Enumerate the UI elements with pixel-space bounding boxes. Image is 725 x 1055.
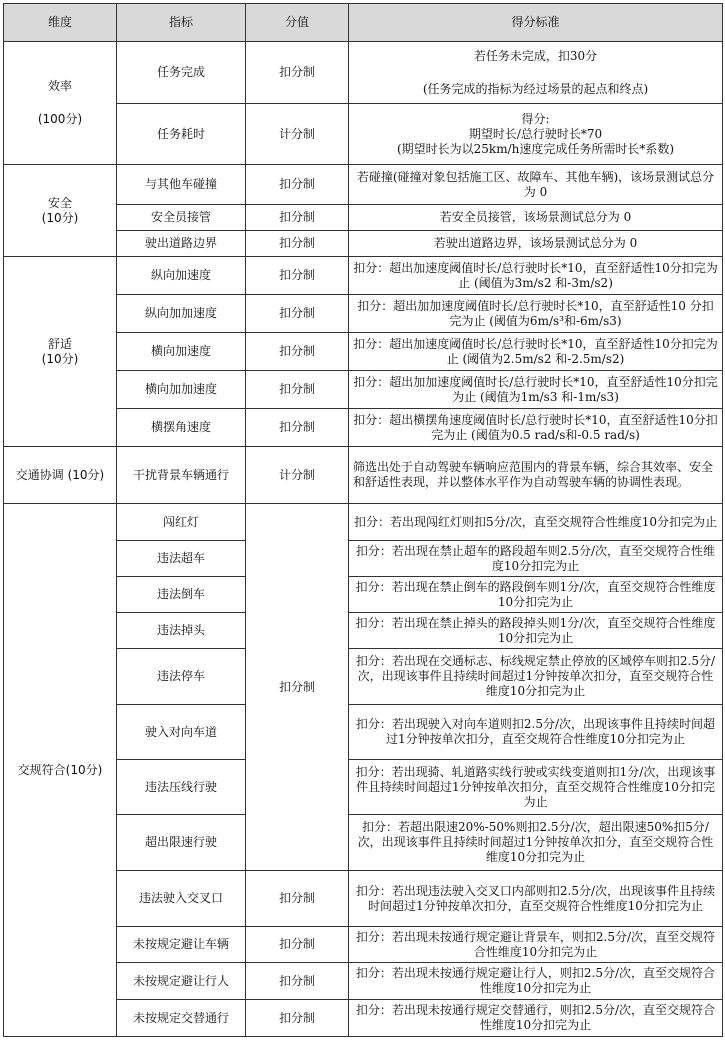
score-type-cell: 扣分制 — [246, 963, 349, 1000]
indicator-cell: 未按规定避让行人 — [117, 963, 246, 1000]
dimension-comfort — [4, 257, 117, 447]
indicator-cell: 与其他车碰撞 — [117, 165, 246, 205]
indicator-cell: 横摆角速度 — [117, 409, 246, 447]
criteria-cell: 扣分：超出加速度阈值时长/总行驶时长*10，直至舒适性10分扣完为止 (阈值为3m/s2 和-3m/s2) — [349, 257, 723, 295]
criteria-cell: 扣分：超出加加速度阈值时长/总行驶时长*10，直至舒适性10 分扣完为止 (阈值为6m/s³和-6m/s3) — [349, 295, 723, 333]
table-row — [4, 42, 723, 104]
criteria-cell: 扣分：若超出限速20%-50%则扣2.5分/次，超出限速50%扣5分/次，出现该事件且持续时间超过1分钟按单次扣分，直至交规符合性维度10分扣完为止 — [349, 815, 723, 871]
dimension-name: 安全 — [47, 195, 72, 210]
score-type-cell: 扣分制 — [246, 1000, 349, 1037]
header-indicator: 指标 — [117, 4, 246, 42]
criteria-cell: 扣分：若出现未按通行规定避让背景车，则扣2.5分/次，直至交规符合性维度10分扣完为止 — [349, 927, 723, 963]
criteria-cell: 筛选出处于自动驾驶车辆响应范围内的背景车辆，综合其效率、安全和舒适性表现，并以整体水平作为自动驾驶车辆的协调性表现。 — [349, 447, 723, 504]
table-row — [4, 504, 723, 541]
indicator-cell: 违法停车 — [117, 649, 246, 705]
indicator-cell: 驶出道路边界 — [117, 231, 246, 257]
criteria-line: 若任务未完成，扣30分 — [473, 48, 598, 63]
indicator-cell: 纵向加加速度 — [117, 295, 246, 333]
criteria-line: (任务完成的指标为经过场景的起点和终点) — [422, 81, 649, 96]
dimension-weight: (100分) — [37, 112, 83, 126]
indicator-cell: 纵向加速度 — [117, 257, 246, 295]
score-type-cell: 扣分制 — [246, 927, 349, 963]
criteria-cell: 扣分：若出现在交通标志、标线规定禁止停放的区域停车则扣2.5分/次，出现该事件且持续时间超过1分钟按单次扣分，直至交规符合性维度10分扣完为止 — [349, 649, 723, 705]
criteria-cell: 扣分：若出现违法驶入交叉口内部则扣2.5分/次，出现该事件且持续时间超过1分钟按单次扣分，直至交规符合性维度10分扣完为止 — [349, 871, 723, 927]
scoring-table-container — [3, 3, 722, 1037]
score-type-cell: 扣分制 — [246, 42, 349, 104]
criteria-cell: 扣分：若出现骑、轧道路实线行驶或实线变道则扣1分/次，出现该事件且持续时间超过1分钟按单次扣分，直至交规符合性维度10分扣完为止 — [349, 760, 723, 815]
criteria-cell — [349, 104, 723, 165]
criteria-cell: 扣分：若出现在禁止倒车的路段倒车则1分/次，直至交规符合性维度10分扣完为止 — [349, 577, 723, 613]
score-type-cell: 扣分制 — [246, 231, 349, 257]
indicator-cell: 闯红灯 — [117, 504, 246, 541]
indicator-cell: 安全员接管 — [117, 205, 246, 231]
criteria-cell: 扣分：若出现闯红灯则扣5分/次，直至交规符合性维度10分扣完为止 — [349, 504, 723, 541]
scoring-table — [3, 3, 723, 1037]
indicator-cell: 违法倒车 — [117, 577, 246, 613]
indicator-cell: 违法掉头 — [117, 613, 246, 649]
score-type-cell: 扣分制 — [246, 205, 349, 231]
score-type-cell: 扣分制 — [246, 165, 349, 205]
dimension-traffic: 交通协调 (10分) — [4, 447, 117, 504]
indicator-cell: 未按规定交替通行 — [117, 1000, 246, 1037]
header-dimension: 维度 — [4, 4, 117, 42]
criteria-cell: 扣分：若出现未按通行规定避让行人，则扣2.5分/次，直至交规符合性维度10分扣完为止 — [349, 963, 723, 1000]
header-row — [4, 4, 723, 42]
indicator-cell: 违法驶入交叉口 — [117, 871, 246, 927]
score-type-cell: 扣分制 — [246, 504, 349, 871]
criteria-cell: 扣分：若出现未按通行规定交替通行，则扣2.5分/次，直至交规符合性维度10分扣完为止 — [349, 1000, 723, 1037]
criteria-cell — [349, 42, 723, 104]
criteria-cell: 扣分：超出加加速度阈值时长/总行驶时长*10，直至舒适性10分扣完为止 (阈值为1m/s3 和-1m/s3) — [349, 371, 723, 409]
score-type-cell: 扣分制 — [246, 333, 349, 371]
indicator-cell: 任务完成 — [117, 42, 246, 104]
dimension-name: 效率 — [47, 79, 72, 93]
indicator-cell: 违法超车 — [117, 541, 246, 577]
criteria-cell: 扣分：若出现在禁止掉头的路段掉头则1分/次，直至交规符合性维度10分扣完为止 — [349, 613, 723, 649]
criteria-line: (期望时长为以25km/h速度完成任务所需时长*系数) — [396, 141, 675, 156]
dimension-weight: (10分) — [41, 210, 79, 225]
dimension-name: 舒适 — [47, 336, 72, 351]
header-score: 分值 — [246, 4, 349, 42]
header-criteria: 得分标准 — [349, 4, 723, 42]
indicator-cell: 横向加速度 — [117, 333, 246, 371]
table-row — [4, 165, 723, 205]
criteria-cell: 扣分：若出现在禁止超车的路段超车则2.5分/次，直至交规符合性维度10分扣完为止 — [349, 541, 723, 577]
indicator-cell: 违法压线行驶 — [117, 760, 246, 815]
score-type-cell: 扣分制 — [246, 295, 349, 333]
indicator-cell: 横向加加速度 — [117, 371, 246, 409]
indicator-cell: 干扰背景车辆通行 — [117, 447, 246, 504]
dimension-weight: (10分) — [41, 351, 79, 366]
dimension-compliance: 交规符合(10分) — [4, 504, 117, 1037]
indicator-cell: 超出限速行驶 — [117, 815, 246, 871]
score-type-cell: 扣分制 — [246, 409, 349, 447]
indicator-cell: 驶入对向车道 — [117, 705, 246, 760]
criteria-cell: 若碰撞(碰撞对象包括施工区、故障车、其他车辆)，该场景测试总分为 0 — [349, 165, 723, 205]
score-type-cell: 扣分制 — [246, 371, 349, 409]
criteria-cell: 扣分：超出加速度阈值时长/总行驶时长*10，直至舒适性10分扣完为止 (阈值为2.5m/s2 和-2.5m/s2) — [349, 333, 723, 371]
criteria-line: 期望时长/总行驶时长*70 — [468, 126, 603, 141]
criteria-cell: 扣分：超出横摆角速度阈值时长/总行驶时长*10，直至舒适性10分扣完为止 (阈值为0.5 rad/s和-0.5 rad/s) — [349, 409, 723, 447]
score-type-cell: 计分制 — [246, 104, 349, 165]
table-row — [4, 447, 723, 504]
score-type-cell: 扣分制 — [246, 257, 349, 295]
criteria-cell: 扣分：若出现驶入对向车道则扣2.5分/次，出现该事件且持续时间超过1分钟按单次扣分，直至交规符合性维度10分扣完为止 — [349, 705, 723, 760]
indicator-cell: 未按规定避让车辆 — [117, 927, 246, 963]
criteria-line: 得分: — [521, 111, 550, 126]
dimension-efficiency — [4, 42, 117, 165]
score-type-cell: 计分制 — [246, 447, 349, 504]
criteria-cell: 若安全员接管，该场景测试总分为 0 — [349, 205, 723, 231]
indicator-cell: 任务耗时 — [117, 104, 246, 165]
dimension-safety — [4, 165, 117, 257]
score-type-cell: 扣分制 — [246, 871, 349, 927]
table-row — [4, 257, 723, 295]
criteria-cell: 若驶出道路边界，该场景测试总分为 0 — [349, 231, 723, 257]
